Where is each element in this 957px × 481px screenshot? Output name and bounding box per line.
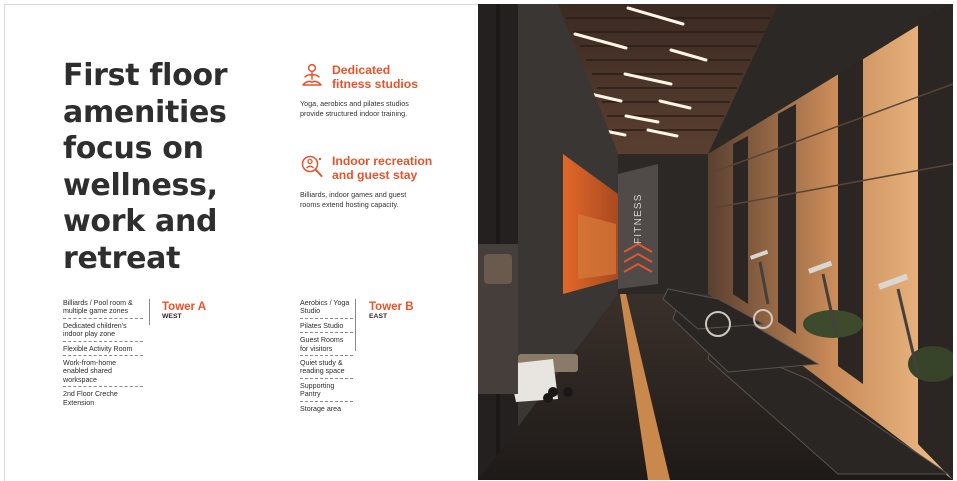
person-meditation-icon bbox=[300, 63, 324, 89]
list-item: Work-from-home enabled shared workspace bbox=[63, 359, 143, 387]
feature-title: Dedicated fitness studios bbox=[332, 63, 419, 91]
page-edge bbox=[953, 4, 957, 481]
feature-indoor-recreation bbox=[300, 155, 460, 209]
fitness-sign-text: FITNESS bbox=[633, 193, 644, 244]
tower-b-heading bbox=[369, 301, 414, 321]
gym-illustration bbox=[478, 4, 953, 480]
page-headline: First floor amenities focus on wellness, work and retreat bbox=[63, 58, 228, 276]
list-item: Aerobics / Yoga Studio bbox=[300, 299, 353, 319]
list-item: Flexible Activity Room bbox=[63, 345, 143, 356]
magnifier-person-icon bbox=[300, 154, 324, 180]
feature-title: Indoor recreation and guest stay bbox=[332, 154, 433, 182]
list-item: Supporting Pantry bbox=[300, 382, 353, 402]
tower-direction: WEST bbox=[162, 313, 182, 320]
tower-a-heading bbox=[162, 301, 206, 321]
list-item: Guest Rooms for visitors bbox=[300, 336, 353, 356]
fitness-hall-photo bbox=[478, 4, 953, 480]
tower-name: Tower A bbox=[162, 301, 207, 313]
list-item: Billiards / Pool room & multiple game zones bbox=[63, 299, 143, 319]
list-item: Pilates Studio bbox=[300, 322, 353, 333]
tower-b-amenity-list bbox=[300, 299, 353, 418]
list-item: Quiet study & reading space bbox=[300, 359, 353, 379]
divider-line bbox=[355, 299, 356, 351]
feature-description: Billiards, indoor games and guest rooms extend hosting capacity. bbox=[300, 190, 407, 209]
feature-fitness-studios bbox=[300, 64, 460, 118]
tower-a-amenity-list bbox=[63, 299, 143, 412]
tower-direction: EAST bbox=[369, 313, 388, 320]
tower-name: Tower B bbox=[369, 301, 414, 313]
list-item: Storage area bbox=[300, 404, 342, 413]
list-item: Dedicated children's indoor play zone bbox=[63, 322, 143, 342]
feature-description: Yoga, aerobics and pilates studios provide structured indoor training. bbox=[300, 99, 409, 118]
divider-line bbox=[149, 299, 150, 325]
list-item: 2nd Floor Creche Extension bbox=[63, 390, 118, 407]
